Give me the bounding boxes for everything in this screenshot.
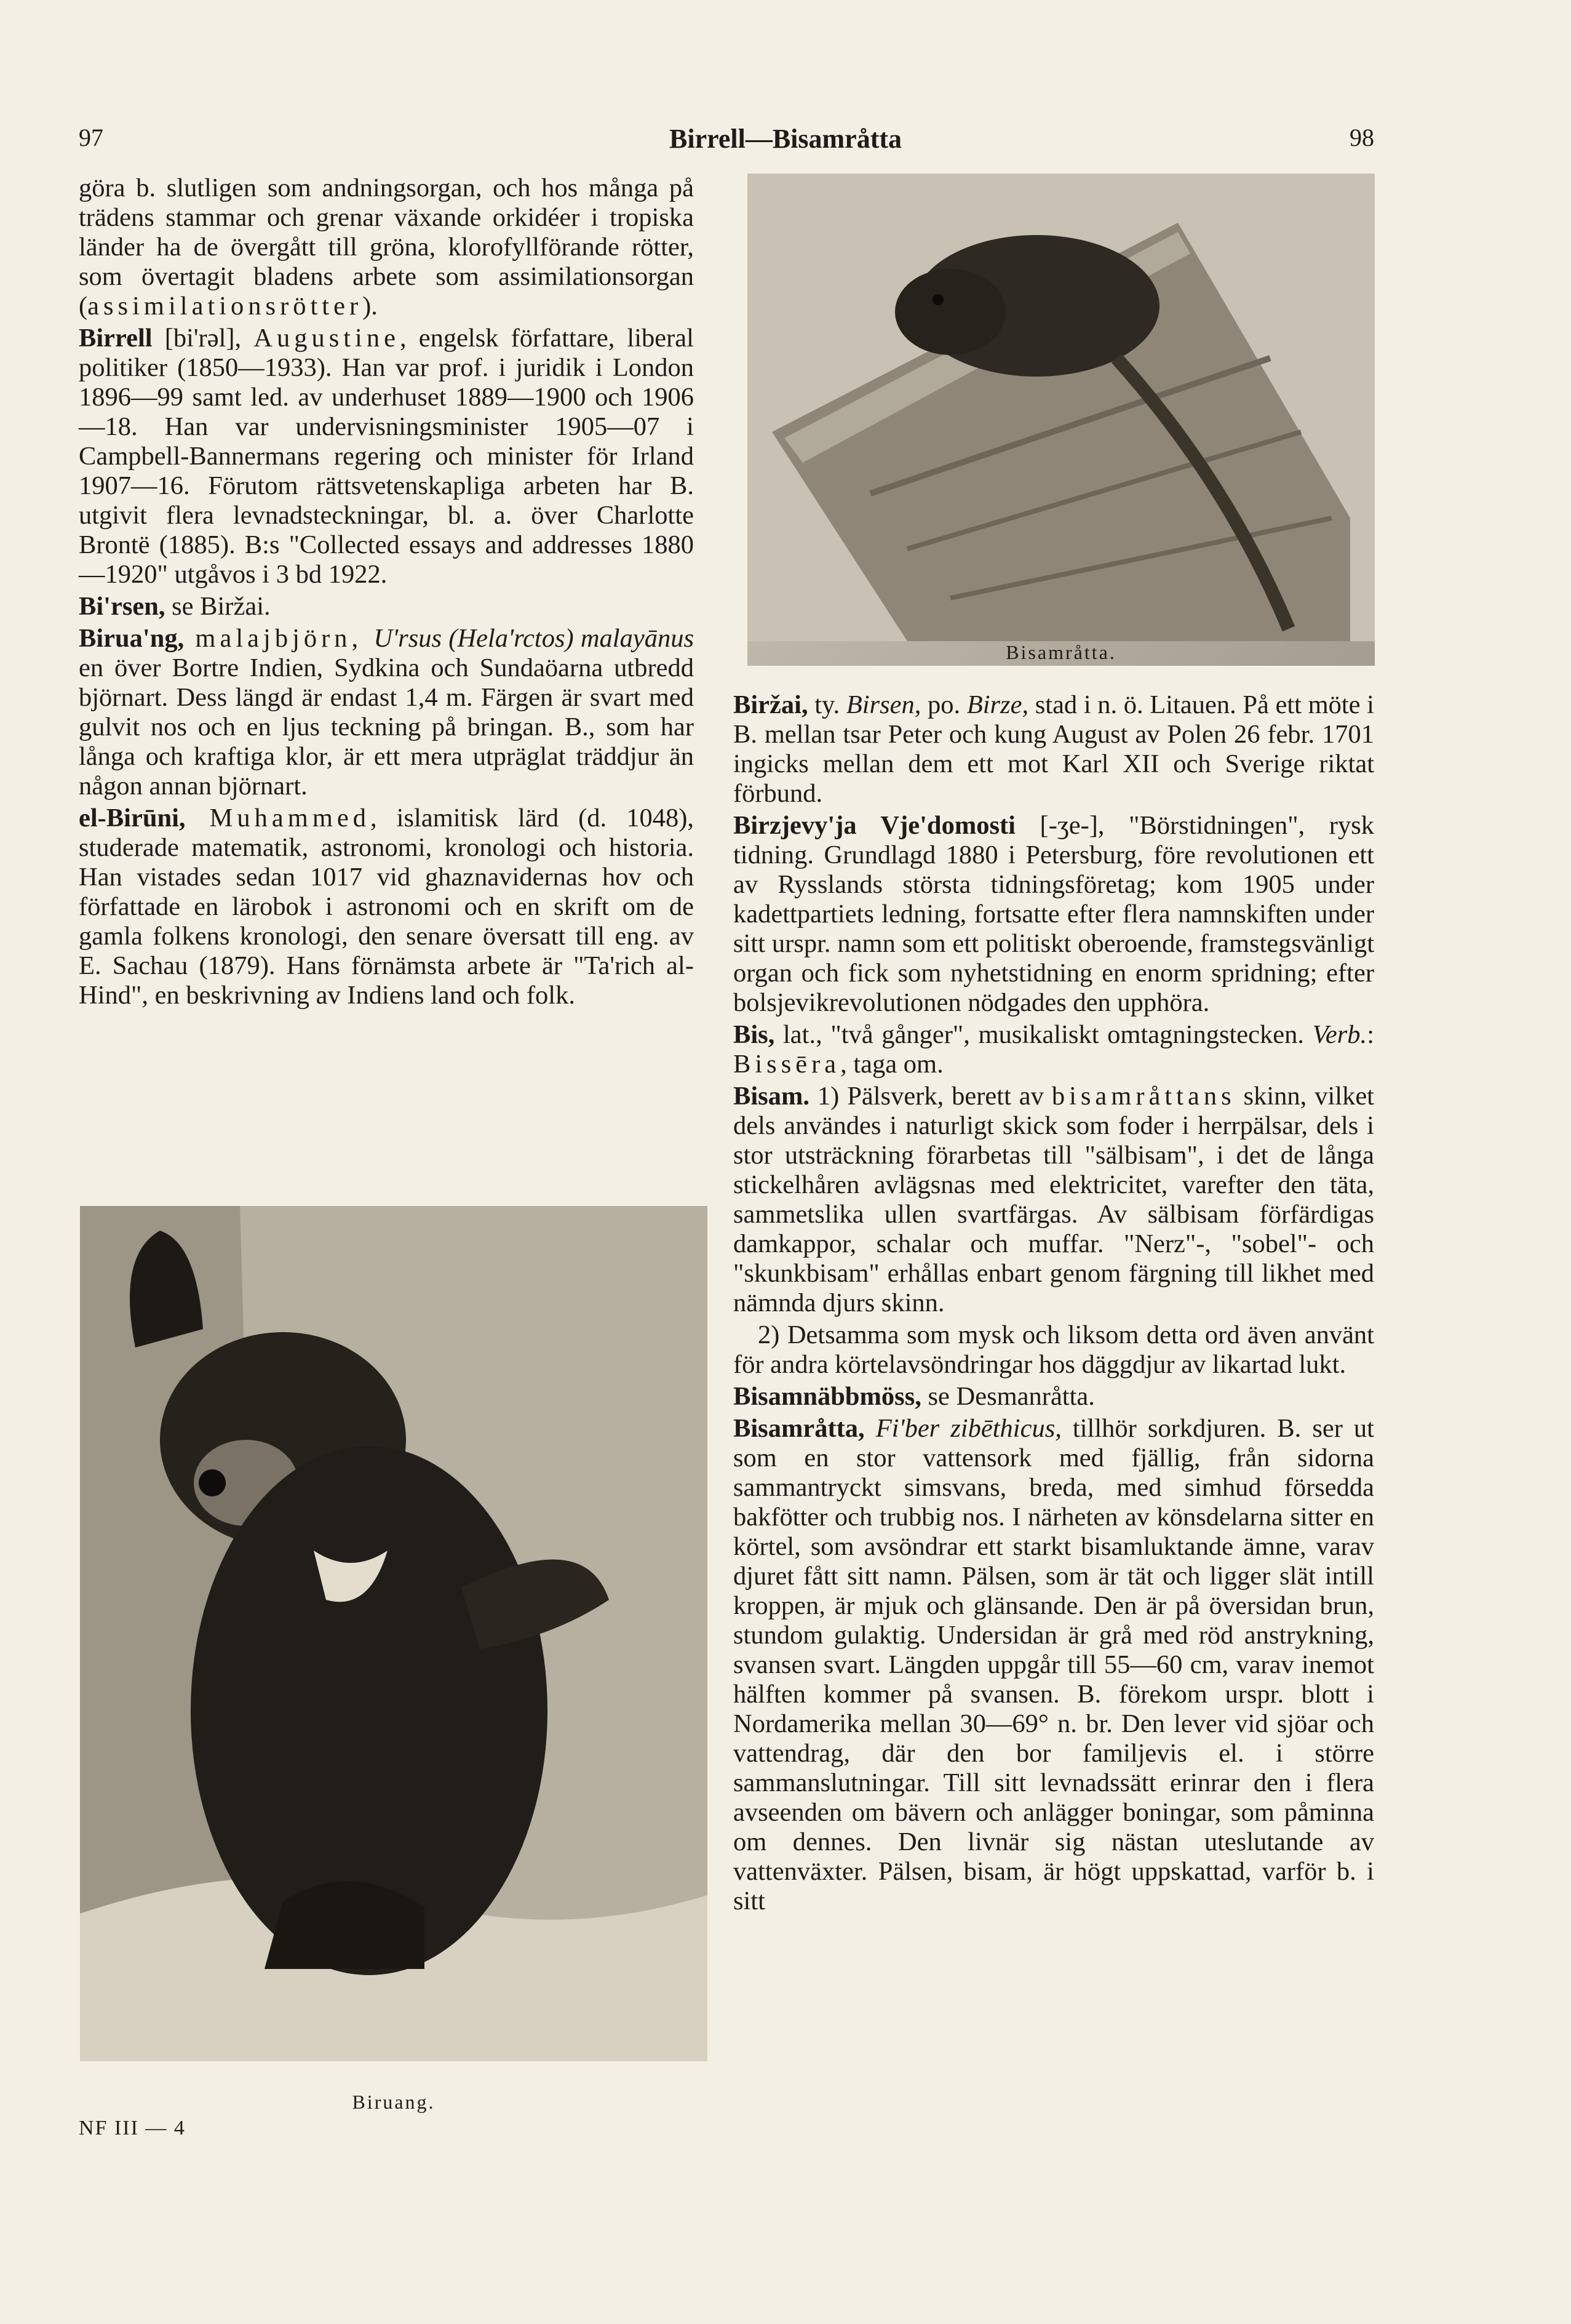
bisam-text-1: 1) Pälsverk, berett av (809, 1082, 1052, 1111)
entry-bisam-part-2: 2) Detsamma som mysk och liksom detta ord även använt för andra körtelavsöndringar hos däggdjur av likartad lukt. (733, 1320, 1374, 1379)
entry-bisamnabbmoss (733, 1382, 1374, 1412)
headword-birsen: Bi'rsen, (79, 592, 165, 621)
biruni-firstname: Muhammed (185, 804, 370, 833)
bisam-spaced-term: bisamråttans (1051, 1082, 1236, 1111)
bisamnabbmoss-text: se Desmanråtta. (921, 1382, 1095, 1411)
birzai-po: po. (921, 690, 967, 719)
entry-birzai (733, 690, 1374, 809)
muskrat-photo (747, 174, 1375, 666)
biruni-text: , islamitisk lärd (d. 1048), studerade matematik, astronomi, kronologi och historia. Han vistades sedan 1017 vid ghaznavidernas hov och författade en lärobok i astronomi och en skrift om de gamla folkens kronologi, den senare översatt till eng. av E. Sachau (1879). Hans förnämsta arbete är "Ta'rich al-Hind", en beskrivning av Indiens land och folk. (79, 804, 694, 1010)
entry-biruang (79, 624, 694, 801)
birzai-german-name: Birsen, (846, 690, 921, 719)
birzai-text: stad i n. ö. Litauen. På ett möte i B. mellan tsar Peter och kung August av Polen 26 febr. 1701 ingicks mellan dem ett mot Karl XII och Sverige riktat förbund. (733, 690, 1374, 808)
bis-verb-form: Bissēra (733, 1050, 841, 1079)
headword-biruang: Birua'ng, (79, 624, 185, 653)
bisamratta-latin-name: Fi'ber zibēthicus, (864, 1414, 1062, 1443)
headword-birzai: Biržai, (733, 690, 808, 719)
entry-bisam (733, 1082, 1374, 1318)
headword-bis: Bis, (733, 1020, 775, 1049)
birrell-text: , engelsk författare, liberal politiker (1850—1933). Han var prof. i juridik i London 1896—99 samt led. av underhuset 1889—1900 och 1906—18. Han var undervisningsminister 1905—07 i Campbell-Bannermans regering och minister för Irland 1907—16. Förutom rättsvetenskapliga arbeten har B. utgivit flera levnadsteckningar, bl. a. över Charlotte Brontë (1885). B:s "Collected essays and addresses 1880—1920" utgåvos i 3 bd 1922. (79, 324, 694, 589)
entry-birsen (79, 592, 694, 621)
birzai-polish-name: Birze, (966, 690, 1029, 719)
entry-birzjevyja (733, 811, 1374, 1018)
entry-birrell (79, 324, 694, 589)
bis-colon: : (1367, 1020, 1374, 1049)
headword-biruni: el-Birūni, (79, 804, 186, 833)
sun-bear-photo (80, 1206, 707, 2061)
birzai-ty: ty. (808, 690, 846, 719)
bisamratta-text: tillhör sorkdjuren. B. ser ut som en stor vattensork med fjällig, från sidorna sammantryckt simsvans, breda, med simhud försedda bakfötter och trubbig nos. I närheten av könsdelarna sitter en körtel, som avsöndrar ett starkt bisamluktande ämne, varav djuret fått sitt namn. Pälsen, som är tät och ligger slät intill kroppen, är mjuk och glänsande. Den är på översidan brun, stundom gulaktig. Undersidan är grå med röd anstrykning, svansen svart. Längden uppgår till 55—60 cm, varav inemot hälften kommer på svansen. B. förekom urspr. blott i Nordamerika mellan 30—69° n. br. Den lever vid sjöar och vattendrag, där den bor familjevis el. i större sammanslutningar. Till sitt levnadssätt erinrar den i flera avseenden om bävern och anlägger boningar, som påminna om dennes. Den livnär sig nästan uteslutande av vattenväxter. Pälsen, bisam, är högt uppskattad, varför b. i sitt (733, 1414, 1374, 1915)
bis-verb-label: Verb. (1312, 1020, 1367, 1049)
page-number-right: 98 (1350, 124, 1374, 151)
continuation-end: ). (362, 292, 378, 321)
entry-bis (733, 1020, 1374, 1079)
signature-mark: NF III — 4 (79, 2117, 186, 2139)
left-column (79, 174, 694, 1010)
headword-bisamnabbmoss: Bisamnäbbmöss, (733, 1382, 921, 1411)
headword-bisam: Bisam. (733, 1082, 809, 1111)
entry-continuation (79, 174, 694, 321)
bis-text: lat., "två gånger", musikaliskt omtagningstecken. (774, 1020, 1313, 1049)
running-head: Birrell—Bisamråtta (669, 124, 902, 154)
entry-bisamratta (733, 1414, 1374, 1916)
headword-bisamratta: Bisamråtta, (733, 1414, 865, 1443)
biruang-swedish-name: malajbjörn, (184, 624, 374, 653)
page-number-left: 97 (79, 124, 103, 151)
sun-bear-illustration (80, 1206, 707, 2061)
continuation-spaced-term: assimilationsrötter (87, 292, 363, 321)
biruang-text: en över Bortre Indien, Sydkina och Sundaöarna utbredd björnart. Dess längd är endast 1,4 m. Färgen är svart med gulvit nos och en ljus teckning på bringan. B., som har långa och kraftiga klor, är ett mera utpräglat träddjur än någon annan björnart. (79, 653, 694, 801)
muskrat-caption: Bisamråtta. (1006, 641, 1116, 663)
headword-birrell: Birrell (79, 324, 153, 353)
birrell-firstname: Augustine (253, 324, 400, 353)
right-column (733, 690, 1374, 1916)
continuation-text: göra b. slutligen som andningsorgan, och hos många på trädens stammar och grenar växande orkidéer i tropiska länder ha de övergått till gröna, klorofyllförande rötter, som övertagit bladens arbete som assimilationsorgan ( (79, 174, 694, 321)
biruang-latin-name: U'rsus (Hela'rctos) malayānus (373, 624, 694, 653)
birrell-pronunciation: [bi'rəl], (152, 324, 254, 353)
bis-end: , taga om. (840, 1050, 944, 1079)
headword-birzjevyja: Birzjevy'ja Vje'domosti (733, 811, 1016, 840)
birsen-text: se Biržai. (165, 592, 271, 621)
sun-bear-caption: Biruang. (352, 2091, 436, 2113)
birzjevyja-text: [-ʒe-], "Börstidningen", rysk tidning. Grundlagd 1880 i Petersburg, före revolutionen ett av Rysslands största tidningsföretag; kom 1905 under kadettpartiets ledning, fortsatte efter flera namnskiften under sitt urspr. namn som ett politiskt oberoende, framstegsvänligt organ och fick som nyhetstidning en enorm spridning; efter bolsjevikrevolutionen nödgades den upphöra. (733, 811, 1374, 1017)
entry-biruni (79, 804, 694, 1010)
bisam-text-2: skinn, vilket dels användes i naturligt skick som foder i herrpälsar, dels i stor utsträckning förarbetas till "sälbisam", i det de långa stickelhåren avlägsnas med elektricitet, varefter den täta, sammetslika ullen svartfärgas. Av sälbisam förfärdigas damkappor, schalar och muffar. "Nerz"-, "sobel"- och "skunkbisam" erhållas enbart genom färgning till likhet med nämnda djurs skinn. (733, 1082, 1374, 1317)
muskrat-illustration (747, 174, 1375, 641)
